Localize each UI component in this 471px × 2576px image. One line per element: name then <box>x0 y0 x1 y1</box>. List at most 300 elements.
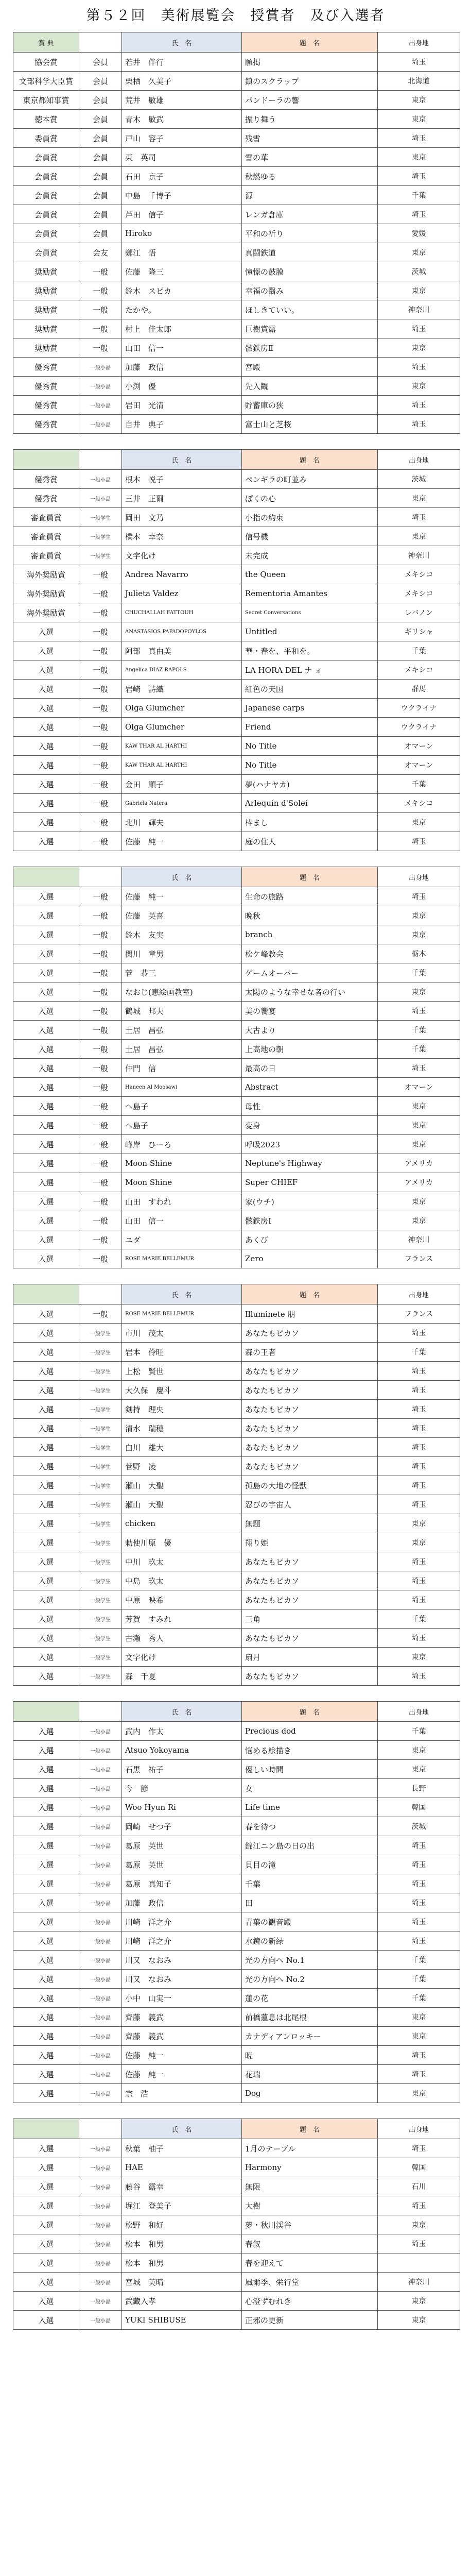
work-title-cell: Zero <box>242 1249 378 1268</box>
header-origin: 出身地 <box>378 867 460 887</box>
artist-name-cell: Julieta Valdez <box>122 584 242 603</box>
artist-name-cell: 阿部 真由美 <box>122 641 242 660</box>
category-cell: 一般 <box>79 584 122 603</box>
table-header <box>13 1284 460 1304</box>
award-cell: 入選 <box>13 2253 79 2273</box>
origin-cell: 埼玉 <box>378 508 460 527</box>
origin-cell: 埼玉 <box>378 1476 460 1495</box>
header-award <box>13 867 79 887</box>
award-cell: 入選 <box>13 813 79 832</box>
category-cell: 一般小品 <box>79 2273 122 2292</box>
award-cell: 入選 <box>13 1970 79 1989</box>
table-row <box>13 338 460 358</box>
table-row <box>13 72 460 91</box>
artist-name-cell: 関川 章男 <box>122 944 242 963</box>
origin-cell: 東京 <box>378 1116 460 1135</box>
artist-name-cell: 市川 茂太 <box>122 1324 242 1343</box>
origin-cell: 神奈川 <box>378 2273 460 2292</box>
category-cell: 一般 <box>79 262 122 281</box>
work-title-cell: 枠まし <box>242 813 378 832</box>
award-cell: 入選 <box>13 1021 79 1040</box>
origin-cell: 韓国 <box>378 1798 460 1817</box>
award-cell: 入選 <box>13 794 79 813</box>
origin-cell: 愛媛 <box>378 224 460 243</box>
origin-cell: 埼玉 <box>378 2139 460 2158</box>
work-title-cell: あなたもピカソ <box>242 1552 378 1571</box>
award-cell: 入選 <box>13 906 79 925</box>
award-cell: 入選 <box>13 1836 79 1855</box>
category-cell: 会員 <box>79 186 122 205</box>
origin-cell: 埼玉 <box>378 832 460 851</box>
artist-name-cell: ANASTASIOS PAPADOPOYLOS <box>122 622 242 641</box>
award-cell: 入選 <box>13 1476 79 1495</box>
table-row <box>13 756 460 775</box>
origin-cell: 埼玉 <box>378 2234 460 2253</box>
award-cell: 入選 <box>13 1078 79 1097</box>
category-cell: 一般小品 <box>79 1951 122 1970</box>
award-cell: 審査員賞 <box>13 527 79 546</box>
origin-cell: 東京 <box>378 1648 460 1667</box>
artist-name-cell: 中島 玖太 <box>122 1571 242 1590</box>
award-cell: 入選 <box>13 2065 79 2084</box>
category-cell: 一般小品 <box>79 1741 122 1760</box>
award-cell: 入選 <box>13 2215 79 2234</box>
work-title-cell: Secret Conversations <box>242 603 378 622</box>
table-row <box>13 1078 460 1097</box>
artist-name-cell: 戸山 容子 <box>122 129 242 148</box>
work-title-cell: 家(ウチ) <box>242 1192 378 1211</box>
artist-name-cell: 栗栖 久美子 <box>122 72 242 91</box>
work-title-cell: 紅色の天国 <box>242 680 378 699</box>
award-cell: 入選 <box>13 1629 79 1648</box>
table-row <box>13 603 460 622</box>
origin-cell: 千葉 <box>378 641 460 660</box>
header-origin: 出身地 <box>378 2119 460 2139</box>
award-cell: 奨励賞 <box>13 262 79 281</box>
artist-name-cell: 土居 昌弘 <box>122 1040 242 1059</box>
award-cell: 奨励賞 <box>13 319 79 338</box>
artist-name-cell: 剣持 理央 <box>122 1400 242 1419</box>
origin-cell: 東京 <box>378 1741 460 1760</box>
artist-name-cell: 青木 敏武 <box>122 110 242 129</box>
award-cell: 会員賞 <box>13 243 79 262</box>
table-row <box>13 832 460 851</box>
artist-name-cell: 松本 和男 <box>122 2253 242 2273</box>
table-row <box>13 1514 460 1533</box>
artist-name-cell: 佐藤 純一 <box>122 2046 242 2065</box>
artist-name-cell: 自井 典子 <box>122 415 242 434</box>
category-cell: 一般小品 <box>79 1874 122 1893</box>
award-cell: 優秀賞 <box>13 377 79 396</box>
origin-cell: 埼玉 <box>378 2196 460 2215</box>
category-cell: 一般 <box>79 281 122 300</box>
table-row <box>13 2084 460 2103</box>
award-cell: 入選 <box>13 737 79 756</box>
table-row <box>13 1324 460 1343</box>
category-cell: 一般学生 <box>79 527 122 546</box>
table-row <box>13 1211 460 1230</box>
table-row <box>13 1154 460 1173</box>
work-title-cell: 最高の日 <box>242 1059 378 1078</box>
award-cell: 奨励賞 <box>13 300 79 319</box>
origin-cell: 埼玉 <box>378 205 460 224</box>
category-cell: 会友 <box>79 243 122 262</box>
artist-name-cell: 山田 すわれ <box>122 1192 242 1211</box>
work-title-cell: あなたもピカソ <box>242 1324 378 1343</box>
artist-name-cell: 上松 賢世 <box>122 1362 242 1381</box>
origin-cell: ウクライナ <box>378 718 460 737</box>
work-title-cell: 花瑞 <box>242 2065 378 2084</box>
award-cell: 入選 <box>13 718 79 737</box>
artist-name-cell: Haneen Al Moosawi <box>122 1078 242 1097</box>
category-cell: 一般 <box>79 1154 122 1173</box>
award-cell: 海外奨励賞 <box>13 603 79 622</box>
work-title-cell: 源 <box>242 186 378 205</box>
work-title-cell: 真闘鉄道 <box>242 243 378 262</box>
table-row <box>13 262 460 281</box>
work-title-cell: 春を待つ <box>242 1817 378 1836</box>
award-cell: 入選 <box>13 1419 79 1438</box>
origin-cell: 東京 <box>378 2311 460 2330</box>
award-table <box>13 449 460 851</box>
artist-name-cell: 石田 京子 <box>122 167 242 186</box>
category-cell: 一般学生 <box>79 546 122 565</box>
work-title-cell: 残雪 <box>242 129 378 148</box>
origin-cell: オマーン <box>378 1078 460 1097</box>
work-title-cell: 光の方向へ No.2 <box>242 1970 378 1989</box>
table-row <box>13 2273 460 2292</box>
category-cell: 一般 <box>79 1173 122 1192</box>
table-row <box>13 2311 460 2330</box>
origin-cell: 韓国 <box>378 2158 460 2177</box>
work-title-cell: 貝目の滝 <box>242 1855 378 1874</box>
work-title-cell: 雪の華 <box>242 148 378 167</box>
artist-name-cell: 金田 順子 <box>122 775 242 794</box>
work-title-cell: 扇月 <box>242 1648 378 1667</box>
work-title-cell: 生命の旅路 <box>242 887 378 906</box>
category-cell: 一般 <box>79 813 122 832</box>
work-title-cell: 貯蓄庫の狭 <box>242 396 378 415</box>
work-title-cell: 錦江ニン島の日の出 <box>242 1836 378 1855</box>
award-table <box>13 1284 460 1686</box>
award-cell: 会員賞 <box>13 224 79 243</box>
category-cell: 一般小品 <box>79 2046 122 2065</box>
award-cell: 入選 <box>13 1343 79 1362</box>
award-cell: 入選 <box>13 1230 79 1249</box>
origin-cell: メキシコ <box>378 794 460 813</box>
work-title-cell: 水鏡の新緑 <box>242 1931 378 1951</box>
artist-name-cell: 川又 なおみ <box>122 1970 242 1989</box>
artist-name-cell: 鶴城 邦夫 <box>122 1002 242 1021</box>
category-cell: 一般 <box>79 622 122 641</box>
header-origin: 出身地 <box>378 450 460 470</box>
category-cell: 一般 <box>79 641 122 660</box>
artist-name-cell: 大久保 慶斗 <box>122 1381 242 1400</box>
origin-cell: 埼玉 <box>378 1874 460 1893</box>
category-cell: 一般 <box>79 775 122 794</box>
award-cell: 入選 <box>13 1457 79 1476</box>
award-cell: 入選 <box>13 1590 79 1609</box>
origin-cell: フランス <box>378 1304 460 1324</box>
artist-name-cell: 中島 千博子 <box>122 186 242 205</box>
table-row <box>13 925 460 944</box>
artist-name-cell: 山田 信一 <box>122 1211 242 1230</box>
table-row <box>13 1970 460 1989</box>
category-cell: 一般 <box>79 319 122 338</box>
table-header <box>13 450 460 470</box>
category-cell: 一般 <box>79 1097 122 1116</box>
table-row <box>13 565 460 584</box>
table-row <box>13 300 460 319</box>
origin-cell: 茨城 <box>378 1817 460 1836</box>
work-title-cell: 太陽のような幸せな者の行い <box>242 982 378 1002</box>
award-cell: 入選 <box>13 1192 79 1211</box>
artist-name-cell: 葛原 英世 <box>122 1836 242 1855</box>
table-row <box>13 1419 460 1438</box>
category-cell: 一般学生 <box>79 1362 122 1381</box>
work-title-cell: 先入観 <box>242 377 378 396</box>
origin-cell: 東京 <box>378 377 460 396</box>
header-work: 題 名 <box>242 2119 378 2139</box>
category-cell: 一般小品 <box>79 1989 122 2008</box>
origin-cell: 埼玉 <box>378 1002 460 1021</box>
table-row <box>13 622 460 641</box>
work-title-cell: 夢・秋川渓谷 <box>242 2215 378 2234</box>
origin-cell: フランス <box>378 1249 460 1268</box>
artist-name-cell: Moon Shine <box>122 1173 242 1192</box>
origin-cell: 埼玉 <box>378 1457 460 1476</box>
artist-name-cell: 菅 恭三 <box>122 963 242 982</box>
work-title-cell: ほしきていい。 <box>242 300 378 319</box>
table-row <box>13 680 460 699</box>
table-row <box>13 1760 460 1779</box>
award-cell: 協会賞 <box>13 53 79 72</box>
origin-cell: 東京 <box>378 2084 460 2103</box>
table-row <box>13 1629 460 1648</box>
table-row <box>13 2196 460 2215</box>
category-cell: 一般 <box>79 1135 122 1154</box>
table-row <box>13 1438 460 1457</box>
table-header <box>13 32 460 53</box>
award-cell: 入選 <box>13 1779 79 1798</box>
artist-name-cell: 川又 なおみ <box>122 1951 242 1970</box>
origin-cell: 東京 <box>378 1514 460 1533</box>
award-cell: 海外奨励賞 <box>13 565 79 584</box>
artist-name-cell: 加藤 政信 <box>122 1893 242 1912</box>
category-cell: 一般 <box>79 925 122 944</box>
category-cell: 一般小品 <box>79 1836 122 1855</box>
origin-cell: 群馬 <box>378 680 460 699</box>
table-row <box>13 1552 460 1571</box>
category-cell: 一般小品 <box>79 1817 122 1836</box>
table-row <box>13 508 460 527</box>
category-cell: 一般学生 <box>79 1629 122 1648</box>
artist-name-cell: Atsuo Yokoyama <box>122 1741 242 1760</box>
award-cell: 入選 <box>13 1912 79 1931</box>
table-row <box>13 1495 460 1514</box>
work-title-cell: Dog <box>242 2084 378 2103</box>
table-row <box>13 2027 460 2046</box>
work-title-cell: ゲームオーバー <box>242 963 378 982</box>
award-tables <box>0 32 471 2330</box>
award-cell: 入選 <box>13 944 79 963</box>
work-title-cell: 森の王者 <box>242 1343 378 1362</box>
award-cell: 入選 <box>13 775 79 794</box>
award-cell: 入選 <box>13 2158 79 2177</box>
award-cell: 入選 <box>13 1514 79 1533</box>
category-cell: 会員 <box>79 205 122 224</box>
origin-cell: 東京 <box>378 1135 460 1154</box>
table-row <box>13 887 460 906</box>
category-cell: 一般小品 <box>79 2158 122 2177</box>
category-cell: 一般小品 <box>79 470 122 489</box>
artist-name-cell: 佐藤 純一 <box>122 887 242 906</box>
table-row <box>13 186 460 205</box>
table-row <box>13 1476 460 1495</box>
table-row <box>13 1741 460 1760</box>
award-cell: 入選 <box>13 887 79 906</box>
header-category <box>79 2119 122 2139</box>
table-row <box>13 718 460 737</box>
table-row <box>13 489 460 508</box>
origin-cell: 東京 <box>378 1211 460 1230</box>
origin-cell: 神奈川 <box>378 300 460 319</box>
table-row <box>13 1722 460 1741</box>
category-cell: 会員 <box>79 129 122 148</box>
work-title-cell: 悩める絵描き <box>242 1741 378 1760</box>
origin-cell: 東京 <box>378 243 460 262</box>
table-row <box>13 584 460 603</box>
work-title-cell: No Title <box>242 737 378 756</box>
table-row <box>13 1059 460 1078</box>
artist-name-cell: 勅使川原 優 <box>122 1533 242 1552</box>
table-row <box>13 2046 460 2065</box>
table-row <box>13 2253 460 2273</box>
table-row <box>13 1590 460 1609</box>
origin-cell: 埼玉 <box>378 396 460 415</box>
award-cell: 優秀賞 <box>13 415 79 434</box>
artist-name-cell: ROSE MARIE BELLEMUR <box>122 1249 242 1268</box>
category-cell: 一般小品 <box>79 1722 122 1741</box>
artist-name-cell: Olga Glumcher <box>122 699 242 718</box>
header-work: 題 名 <box>242 32 378 53</box>
work-title-cell: 春叙 <box>242 2234 378 2253</box>
table-row <box>13 53 460 72</box>
artist-name-cell: 岩崎 詩織 <box>122 680 242 699</box>
category-cell: 一般 <box>79 1078 122 1097</box>
award-table <box>13 1701 460 2103</box>
header-category <box>79 867 122 887</box>
origin-cell: 茨城 <box>378 262 460 281</box>
header-category <box>79 32 122 53</box>
table-row <box>13 1400 460 1419</box>
table-header <box>13 867 460 887</box>
table-row <box>13 377 460 396</box>
category-cell: 一般小品 <box>79 2292 122 2311</box>
award-cell: 入選 <box>13 2196 79 2215</box>
table-row <box>13 205 460 224</box>
origin-cell: 東京 <box>378 110 460 129</box>
category-cell: 一般小品 <box>79 1779 122 1798</box>
artist-name-cell: 白川 雄大 <box>122 1438 242 1457</box>
award-cell: 入選 <box>13 832 79 851</box>
header-origin: 出身地 <box>378 1284 460 1304</box>
origin-cell: 千葉 <box>378 1609 460 1629</box>
award-cell: 入選 <box>13 1381 79 1400</box>
artist-name-cell: ヘ島子 <box>122 1097 242 1116</box>
table-row <box>13 982 460 1002</box>
table-row <box>13 1989 460 2008</box>
table-row <box>13 358 460 377</box>
category-cell: 一般学生 <box>79 1381 122 1400</box>
artist-name-cell: 加藤 政信 <box>122 358 242 377</box>
category-cell: 一般小品 <box>79 2196 122 2215</box>
award-cell: 入選 <box>13 1135 79 1154</box>
work-title-cell: Harmony <box>242 2158 378 2177</box>
category-cell: 一般 <box>79 300 122 319</box>
award-cell: 奨励賞 <box>13 338 79 358</box>
origin-cell: 埼玉 <box>378 129 460 148</box>
artist-name-cell: 佐藤 隆三 <box>122 262 242 281</box>
category-cell: 一般学生 <box>79 1648 122 1667</box>
category-cell: 一般小品 <box>79 358 122 377</box>
origin-cell: 千葉 <box>378 775 460 794</box>
header-origin: 出身地 <box>378 32 460 53</box>
origin-cell: 東京 <box>378 1192 460 1211</box>
origin-cell: 東京 <box>378 906 460 925</box>
work-title-cell: 1月のテーブル <box>242 2139 378 2158</box>
award-cell: 入選 <box>13 1304 79 1324</box>
header-award <box>13 1284 79 1304</box>
table-row <box>13 1362 460 1381</box>
artist-name-cell: Moon Shine <box>122 1154 242 1173</box>
origin-cell: 東京 <box>378 2008 460 2027</box>
artist-name-cell: 村上 佳太郎 <box>122 319 242 338</box>
artist-name-cell: Andrea Navarro <box>122 565 242 584</box>
award-cell: 優秀賞 <box>13 358 79 377</box>
artist-name-cell: 文字化け <box>122 546 242 565</box>
work-title-cell: 大古より <box>242 1021 378 1040</box>
category-cell: 一般小品 <box>79 1855 122 1874</box>
origin-cell: ギリシャ <box>378 622 460 641</box>
category-cell: 一般小品 <box>79 2215 122 2234</box>
table-row <box>13 91 460 110</box>
award-cell: 入選 <box>13 1324 79 1343</box>
work-title-cell: 田 <box>242 1893 378 1912</box>
artist-name-cell: 森 千夏 <box>122 1667 242 1686</box>
category-cell: 一般小品 <box>79 396 122 415</box>
artist-name-cell: 岡田 文乃 <box>122 508 242 527</box>
category-cell: 一般学生 <box>79 1514 122 1533</box>
table-header <box>13 1702 460 1722</box>
work-title-cell: あくび <box>242 1230 378 1249</box>
work-title-cell: the Queen <box>242 565 378 584</box>
origin-cell: 埼玉 <box>378 1893 460 1912</box>
origin-cell: 埼玉 <box>378 1571 460 1590</box>
origin-cell: 長野 <box>378 1779 460 1798</box>
category-cell: 会員 <box>79 53 122 72</box>
award-cell: 入選 <box>13 1760 79 1779</box>
award-cell: 入選 <box>13 963 79 982</box>
table-row <box>13 319 460 338</box>
award-cell: 優秀賞 <box>13 470 79 489</box>
category-cell: 一般小品 <box>79 2177 122 2196</box>
work-title-cell: 呼吸2023 <box>242 1135 378 1154</box>
origin-cell: アメリカ <box>378 1154 460 1173</box>
table-row <box>13 527 460 546</box>
award-cell: 入選 <box>13 641 79 660</box>
work-title-cell: 母性 <box>242 1097 378 1116</box>
